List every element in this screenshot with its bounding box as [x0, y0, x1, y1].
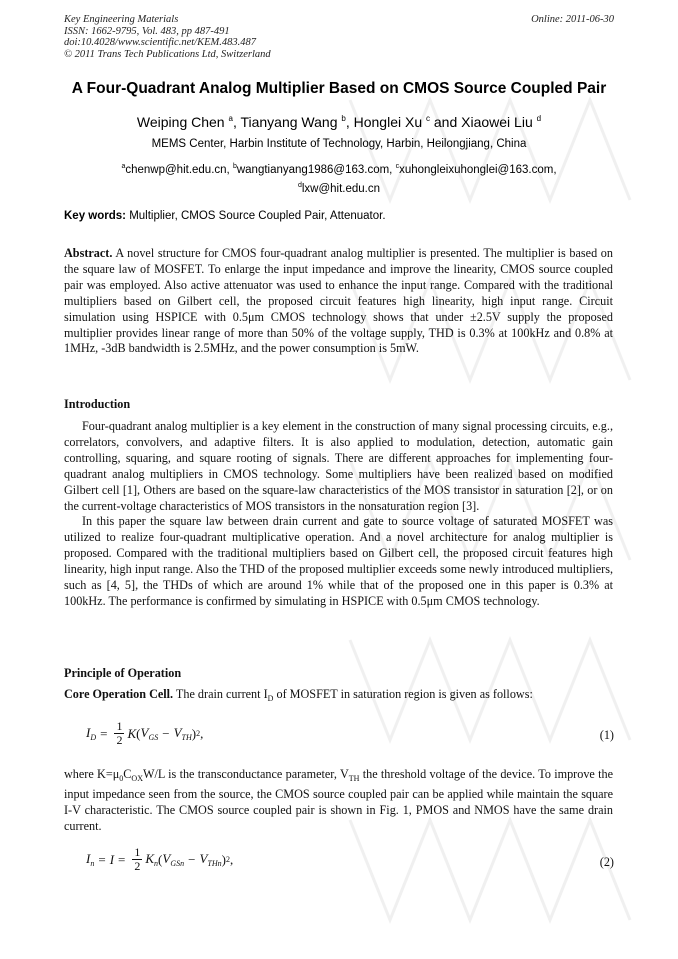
abstract — [64, 246, 613, 357]
journal-copyright: © 2011 Trans Tech Publications Ltd, Switzerland — [64, 48, 271, 60]
core-cell-text: The drain current I — [173, 687, 268, 701]
author-name: Tianyang Wang — [240, 114, 338, 130]
email-mark: d — [297, 182, 302, 189]
paper-title: A Four-Quadrant Analog Multiplier Based on CMOS Source Coupled Pair — [71, 80, 607, 97]
author-affiliation-mark: b — [341, 114, 346, 123]
email-link[interactable]: chenwp@hit.edu.cn, — [125, 164, 233, 176]
author-name: Xiaowei Liu — [461, 114, 533, 130]
principle-text: where K=μ — [64, 767, 120, 781]
principle-heading: Principle of Operation — [64, 666, 182, 680]
abstract-text: A novel structure for CMOS four-quadrant analog multiplier is presented. The multiplier is based on the square law of MOSFET. To enlarge the input impedance and improve the linearity, CMOS source coupled pair was employed. Also active attenuator was used to enhance the input range. Compared with the traditional multipliers based on Gilbert cell, the proposed circuit features high linearity, high input range. Circuit simulation using HSPICE with 0.5μm CMOS technology shows that under ±2.5V supply the proposed multiplier provides linear range of more than 50% of the voltage supply, THD is 0.3% at 100kHz and 0.8% at 1MHz, -3dB bandwidth is 2.5MHz, and the power consumption is 5mW. — [64, 246, 613, 356]
email-list — [0, 159, 678, 197]
equation-2: $I_n$ = I = $\frac{1}{2}$ $K_n$ ( $V_{GSn}$ − $V_{THn}$ ) 2 , — [86, 845, 234, 873]
author-list — [0, 114, 678, 130]
keywords-text: Multiplier, CMOS Source Coupled Pair, Attenuator. — [126, 210, 386, 222]
author-separator: and — [430, 114, 462, 130]
email-mark: b — [232, 163, 237, 170]
principle-body — [64, 767, 613, 835]
affiliation: MEMS Center, Harbin Institute of Technology, Harbin, Heilongjiang, China — [151, 138, 527, 150]
core-cell-heading: Core Operation Cell. — [64, 687, 174, 701]
introduction-body — [64, 419, 613, 610]
introduction-paragraph: In this paper the square law between drain current and gate to source voltage of saturated MOSFET was utilized to realize four-quadrant multiplicative operation. And a novel architecture for analog multiplier is proposed. Compared with the traditional multipliers based on Gilbert cell, the proposed circuit features high linearity, high input range. Also the THD of the proposed multiplier exceeds some newly introduced multipliers, such as [4, 5], the THDs of which are around 1% while that of the proposed one in this paper is 0.3% at 100kHz. The performance is confirmed by simulating in HSPICE with 0.5μm CMOS technology. — [64, 514, 613, 608]
email-link[interactable]: wangtianyang1986@163.com, — [236, 164, 396, 176]
introduction-paragraph: Four-quadrant analog multiplier is a key element in the construction of many signal processing circuits, e.g., correlators, convolvers, and adaptive filters. It is also applied to modulation, detection, automatic gain controlling, squaring, and square rooting of signals. There are different approaches for implementing four-quadrant analog multipliers in CMOS technology. Some multipliers have been realized based on modified Gilbert cell [1], Others are based on the square-law characteristics of the MOS transistor in saturation [2], or on the current-voltage characteristics of MOS transistors in the nonsaturation region [3]. — [64, 419, 613, 513]
abstract-label: Abstract. — [64, 246, 113, 260]
email-link[interactable]: lxw@hit.edu.cn — [301, 183, 381, 195]
author-name: Honglei Xu — [353, 114, 423, 130]
equation-1: $I_D$ = $\frac{1}{2}$ K ( $V_{GS}$ − $V_{TH}$ ) 2 , — [86, 719, 204, 747]
principle-text: C — [123, 767, 132, 781]
subscript: D — [267, 694, 274, 703]
subscript: 0 — [119, 774, 124, 783]
online-date: Online: 2011-06-30 — [531, 14, 614, 25]
keywords — [64, 210, 386, 222]
journal-meta — [64, 14, 271, 60]
author-affiliation-mark: d — [536, 114, 542, 123]
principle-text: W/L is the transconductance parameter, V — [142, 767, 349, 781]
journal-doi[interactable]: doi:10.4028/www.scientific.net/KEM.483.487 — [64, 37, 256, 48]
author-separator: , — [345, 114, 354, 130]
email-link[interactable]: xuhongleixuhonglei@163.com, — [399, 164, 557, 176]
equation-1-number: (1) — [599, 728, 614, 742]
email-mark: c — [395, 163, 400, 170]
journal-name: Key Engineering Materials — [64, 14, 179, 25]
author-separator: , — [232, 114, 241, 130]
core-cell-text: of MOSFET in saturation region is given as follows: — [273, 687, 533, 701]
author-name: Weiping Chen — [136, 114, 225, 130]
author-affiliation-mark: a — [228, 114, 233, 123]
subscript: OX — [131, 774, 143, 783]
equation-2-number: (2) — [599, 855, 614, 869]
subscript: TH — [348, 774, 360, 783]
core-cell-intro — [64, 687, 613, 707]
principle-text: the threshold voltage of the device. To improve the input impedance seen from the source, the CMOS source coupled pair can be applied while maintain the square I-V characteristic. The CMOS source coupled pair is shown in Fig. 1, PMOS and NMOS have the same drain current. — [64, 767, 613, 833]
author-affiliation-mark: c — [426, 114, 430, 123]
keywords-label: Key words: — [64, 210, 126, 222]
introduction-heading: Introduction — [64, 397, 131, 411]
journal-issn: ISSN: 1662-9795, Vol. 483, pp 487-491 — [64, 25, 230, 37]
email-mark: a — [121, 163, 126, 170]
